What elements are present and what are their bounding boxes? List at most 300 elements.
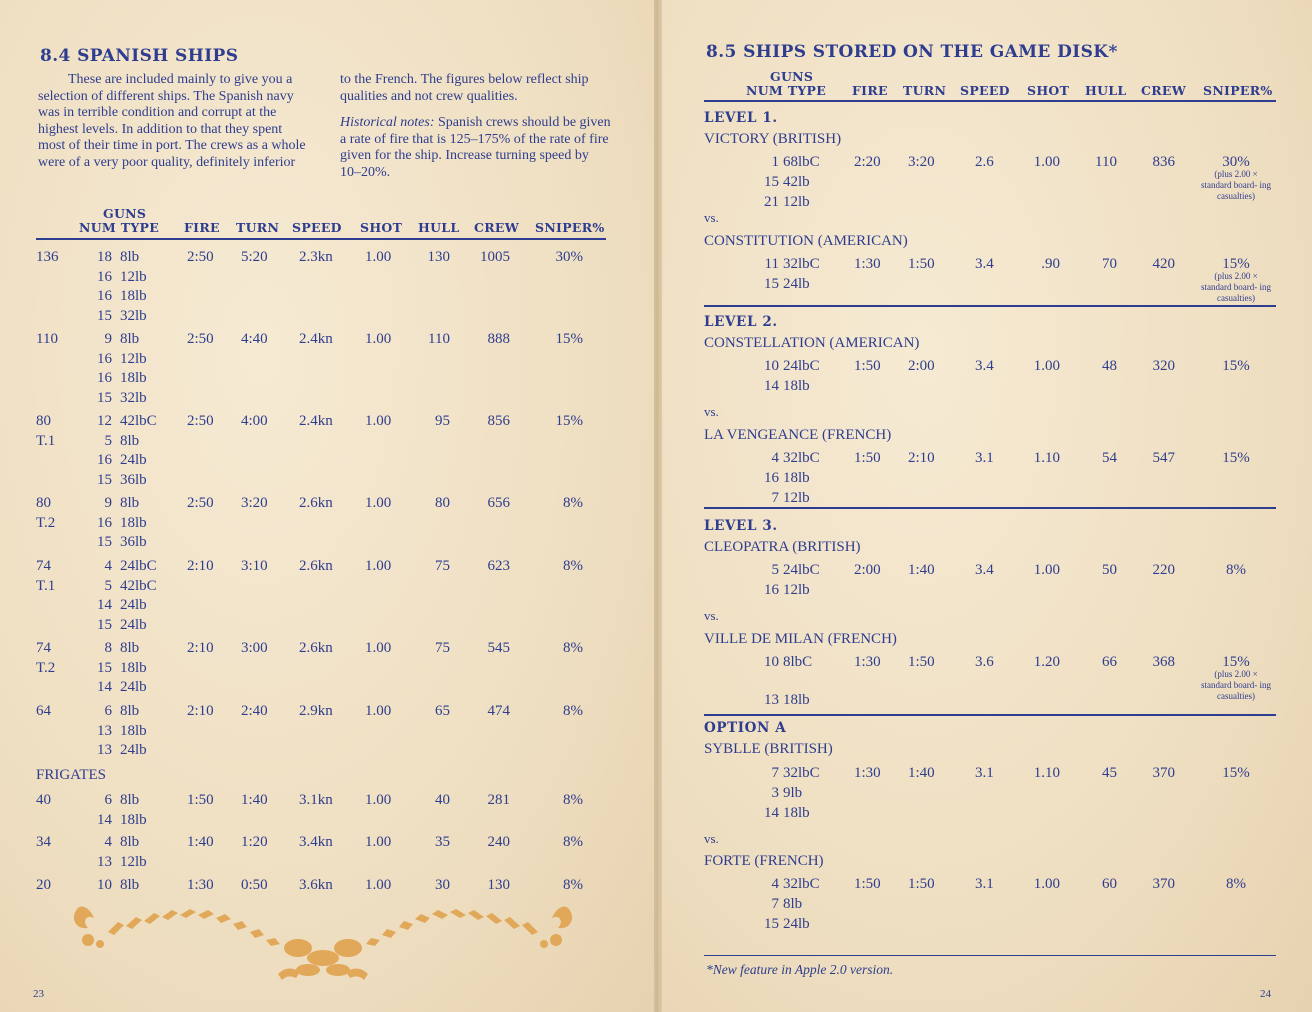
- ship-name: SYBLLE (BRITISH): [704, 741, 833, 757]
- gun-count: 5: [104, 577, 112, 594]
- gun-type: 8lbC: [783, 654, 813, 670]
- header-num-type: NUM TYPE: [746, 83, 827, 98]
- turn-rate: 1:40: [908, 765, 935, 781]
- fire-rate: 2:20: [854, 154, 881, 170]
- gun-count: 15: [97, 616, 112, 633]
- speed: 2.3kn: [299, 249, 333, 265]
- ship-name: 110: [36, 331, 58, 347]
- gun-count: 15: [97, 307, 112, 324]
- gun-type: 24lb: [783, 916, 810, 932]
- gun-count: 5: [104, 432, 112, 449]
- gun-type: 24lb: [120, 452, 147, 468]
- fire-rate: 2:10: [187, 558, 214, 574]
- turn-rate: 2:00: [908, 358, 935, 374]
- crew: 370: [1152, 876, 1175, 892]
- header-speed: SPEED: [960, 83, 1010, 98]
- hull: 110: [428, 331, 450, 347]
- ship-name: 34: [36, 834, 51, 850]
- intro-text: to the French. The figures below reflect ship qualities and not crew qualities.: [340, 72, 589, 104]
- level-label: LEVEL 2.: [704, 314, 778, 330]
- versus-label: vs.: [704, 608, 719, 623]
- speed: 2.6kn: [299, 495, 333, 511]
- gun-type: 32lbC: [783, 256, 820, 272]
- ship-name: 64: [36, 703, 51, 719]
- left-page: [0, 0, 654, 1012]
- shot: 1.00: [365, 495, 392, 511]
- sniper-percent: 15%: [1222, 358, 1250, 374]
- gun-count: 16: [97, 370, 112, 386]
- ship-subtype: T.1: [36, 577, 56, 594]
- gun-type: 18lb: [783, 470, 810, 486]
- sniper-percent: 8%: [563, 703, 583, 719]
- speed: 3.6kn: [299, 877, 333, 893]
- gun-count: 4: [104, 834, 112, 850]
- level-divider: [704, 507, 1276, 509]
- gun-count: 16: [764, 470, 779, 486]
- gun-type: 18lb: [120, 370, 147, 386]
- gun-count: 10: [764, 358, 779, 374]
- gun-count: 15: [764, 174, 779, 190]
- header-num-type: NUM TYPE: [79, 220, 160, 235]
- gun-count: 16: [97, 288, 112, 304]
- speed: 2.4kn: [299, 413, 333, 429]
- historical-notes-label: Historical notes:: [340, 115, 435, 130]
- gun-count: 14: [764, 805, 779, 821]
- speed: 3.1: [975, 876, 994, 892]
- sniper-percent: 8%: [1226, 876, 1246, 892]
- shot: 1.10: [1033, 450, 1060, 466]
- shot: 1.00: [365, 558, 392, 574]
- crew: 240: [487, 834, 510, 850]
- page-number: 23: [33, 988, 44, 1000]
- gun-type: 12lb: [783, 490, 810, 506]
- crew: 281: [487, 792, 510, 808]
- gun-count: 21: [764, 194, 779, 210]
- historical-notes-text: Spanish crews should be given a rate of fire that is 125–175% of the rate of fire given for the ship. Increase turning speed by 10–20%.: [340, 115, 611, 180]
- shot: 1.00: [365, 413, 392, 429]
- gun-type: 24lb: [120, 679, 147, 695]
- gun-type: 8lb: [120, 331, 140, 347]
- ship-name: VICTORY (BRITISH): [704, 131, 842, 147]
- gun-count: 15: [97, 534, 112, 550]
- header-shot: SHOT: [1027, 83, 1070, 98]
- turn-rate: 1:50: [908, 654, 935, 670]
- ship-name: 74: [36, 640, 51, 656]
- gun-type: 12lb: [783, 194, 810, 210]
- gun-type: 8lb: [120, 495, 140, 511]
- fire-rate: 2:50: [187, 249, 214, 265]
- ship-name: 80: [36, 495, 51, 511]
- fire-rate: 2:50: [187, 331, 214, 347]
- speed: 3.4: [975, 358, 994, 374]
- turn-rate: 1:50: [908, 256, 935, 272]
- shot: 1.00: [1033, 358, 1060, 374]
- crew: 888: [487, 331, 510, 347]
- turn-rate: 2:10: [908, 450, 935, 466]
- gun-count: 15: [764, 916, 779, 932]
- gun-count: 4: [771, 450, 779, 466]
- fire-rate: 2:50: [187, 495, 214, 511]
- header-sniper: SNIPER%: [535, 220, 605, 235]
- turn-rate: 4:40: [241, 331, 268, 347]
- header-hull: HULL: [1085, 83, 1127, 98]
- sniper-percent: 30%: [1222, 154, 1250, 170]
- sniper-percent: 15%: [1222, 765, 1250, 781]
- level-divider: [704, 714, 1276, 716]
- ship-name: CONSTELLATION (AMERICAN): [704, 335, 920, 351]
- hull: 50: [1102, 562, 1117, 578]
- gun-type: 8lb: [120, 640, 140, 656]
- gun-type: 42lb: [783, 174, 810, 190]
- hull: 66: [1102, 654, 1117, 670]
- level-label: LEVEL 3.: [704, 518, 778, 534]
- gun-count: 4: [104, 558, 112, 574]
- page-number: 24: [1260, 988, 1271, 1000]
- gun-type: 18lb: [120, 514, 147, 531]
- gun-count: 6: [104, 703, 112, 719]
- fire-rate: 1:50: [854, 450, 881, 466]
- gun-type: 24lb: [783, 276, 810, 292]
- crew: 368: [1152, 654, 1175, 670]
- gun-count: 16: [97, 268, 112, 285]
- fire-rate: 1:30: [854, 256, 881, 272]
- gun-count: 10: [97, 877, 112, 893]
- gun-type: 8lb: [120, 432, 140, 449]
- ship-name: FORTE (FRENCH): [704, 853, 824, 869]
- sniper-note: (plus 2.00 × standard board- ing casualties): [1201, 669, 1271, 701]
- crew: 656: [487, 495, 510, 511]
- gun-count: 10: [764, 654, 779, 670]
- gun-type: 32lb: [120, 307, 147, 324]
- speed: 3.4: [975, 256, 994, 272]
- header-sniper: SNIPER%: [1203, 83, 1273, 98]
- gun-type: 12lb: [120, 853, 147, 870]
- speed: 3.1: [975, 765, 994, 781]
- gun-type: 9lb: [783, 785, 803, 801]
- crew: 220: [1152, 562, 1175, 578]
- gun-count: 7: [771, 490, 779, 506]
- hull: 48: [1102, 358, 1117, 374]
- sniper-note: (plus 2.00 × standard board- ing casualties): [1201, 271, 1271, 303]
- turn-rate: 0:50: [241, 877, 268, 893]
- gun-type: 32lbC: [783, 876, 820, 892]
- gun-count: 14: [97, 811, 112, 828]
- fire-rate: 1:50: [187, 792, 214, 808]
- gun-type: 32lbC: [783, 450, 820, 466]
- gun-type: 32lb: [120, 389, 147, 406]
- ship-subtype: T.2: [36, 514, 56, 531]
- gun-type: 18lb: [783, 378, 810, 394]
- gun-type: 24lb: [120, 616, 147, 633]
- gun-type: 8lb: [120, 703, 140, 719]
- fire-rate: 1:50: [854, 358, 881, 374]
- speed: 3.1: [975, 450, 994, 466]
- versus-label: vs.: [704, 404, 719, 419]
- gun-count: 16: [764, 582, 779, 598]
- ship-subtype: T.2: [36, 659, 56, 676]
- gun-count: 16: [97, 350, 112, 367]
- gun-type: 36lb: [120, 534, 147, 550]
- turn-rate: 1:40: [241, 792, 268, 808]
- shot: 1.10: [1033, 765, 1060, 781]
- speed: 3.6: [975, 654, 994, 670]
- header-crew: CREW: [474, 220, 520, 235]
- gun-type: 18lb: [783, 692, 810, 708]
- hull: 40: [435, 792, 450, 808]
- hull: 35: [435, 834, 450, 850]
- hull: 30: [435, 877, 450, 893]
- speed: 2.4kn: [299, 331, 333, 347]
- gun-count: 15: [97, 471, 112, 488]
- gun-count: 15: [764, 276, 779, 292]
- hull: 60: [1102, 876, 1117, 892]
- versus-label: vs.: [704, 831, 719, 846]
- versus-label: vs.: [704, 210, 719, 225]
- shot: 1.20: [1033, 654, 1060, 670]
- gun-count: 15: [97, 659, 112, 676]
- turn-rate: 1:50: [908, 876, 935, 892]
- gun-count: 4: [771, 876, 779, 892]
- level-divider: [704, 305, 1276, 307]
- shot: 1.00: [1033, 154, 1060, 170]
- gun-count: 13: [97, 722, 112, 739]
- crew: 545: [487, 640, 510, 656]
- gun-type: 24lbC: [783, 358, 820, 374]
- header-turn: TURN: [236, 220, 280, 235]
- header-guns: GUNS: [103, 206, 147, 221]
- speed: 2.9kn: [299, 703, 333, 719]
- ship-name: 40: [36, 792, 51, 808]
- header-hull: HULL: [418, 220, 460, 235]
- footnote: *New feature in Apple 2.0 version.: [706, 962, 894, 977]
- header-speed: SPEED: [292, 220, 342, 235]
- shot: .90: [1041, 256, 1060, 272]
- fire-rate: 2:50: [187, 413, 214, 429]
- crew: 474: [487, 703, 510, 719]
- rope-strands: [108, 909, 538, 980]
- crew: 623: [487, 558, 510, 574]
- fire-rate: 2:10: [187, 640, 214, 656]
- hull: 75: [435, 640, 450, 656]
- hull: 130: [427, 249, 450, 265]
- sniper-percent: 15%: [1222, 450, 1250, 466]
- turn-rate: 2:40: [241, 703, 268, 719]
- ship-subtype: T.1: [36, 432, 56, 449]
- gun-type: 42lbC: [120, 577, 157, 594]
- ship-name: 80: [36, 413, 51, 429]
- fire-rate: 2:10: [187, 703, 214, 719]
- intro-column-1: These are included mainly to give you a selection of different ships. The Spanish navy was in terrible condition and corrupt at the highest levels. In addition to that they spent most of their time in port. The crews as a whole were of a very poor quality, definitely inferior: [38, 72, 306, 170]
- gun-type: 12lb: [783, 582, 810, 598]
- fire-rate: 1:40: [187, 834, 214, 850]
- gun-type: 24lbC: [783, 562, 820, 578]
- fire-rate: 1:30: [854, 654, 881, 670]
- gun-type: 18lb: [783, 805, 810, 821]
- ship-name: CLEOPATRA (BRITISH): [704, 539, 861, 555]
- speed: 3.4: [975, 562, 994, 578]
- hull: 54: [1102, 450, 1117, 466]
- hull: 75: [435, 558, 450, 574]
- header-crew: CREW: [1141, 83, 1187, 98]
- level-label: OPTION A: [704, 720, 787, 736]
- gun-count: 13: [97, 853, 112, 870]
- gun-count: 9: [104, 495, 112, 511]
- fire-rate: 1:50: [854, 876, 881, 892]
- gun-type: 12lb: [120, 268, 147, 285]
- gun-count: 15: [97, 389, 112, 406]
- shot: 1.00: [365, 792, 392, 808]
- turn-rate: 3:20: [908, 154, 935, 170]
- level-label: LEVEL 1.: [704, 110, 778, 126]
- hull: 45: [1102, 765, 1117, 781]
- gun-type: 8lb: [120, 792, 140, 808]
- sniper-note: (plus 2.00 × standard board- ing casualties): [1201, 169, 1271, 201]
- header-rule: [36, 238, 606, 240]
- shot: 1.00: [365, 703, 392, 719]
- gun-count: 14: [97, 597, 112, 613]
- turn-rate: 3:10: [241, 558, 268, 574]
- gun-count: 11: [764, 256, 779, 272]
- header-fire: FIRE: [184, 220, 220, 235]
- shot: 1.00: [365, 834, 392, 850]
- shot: 1.00: [1033, 562, 1060, 578]
- fire-rate: 1:30: [854, 765, 881, 781]
- gun-count: 9: [104, 331, 112, 347]
- gun-type: 24lb: [120, 597, 147, 613]
- turn-rate: 1:40: [908, 562, 935, 578]
- gun-type: 18lb: [120, 659, 147, 676]
- gun-count: 7: [771, 765, 779, 781]
- crew: 836: [1152, 154, 1175, 170]
- speed: 3.4kn: [299, 834, 333, 850]
- speed: 2.6kn: [299, 558, 333, 574]
- gun-count: 7: [771, 896, 779, 912]
- turn-rate: 5:20: [241, 249, 268, 265]
- gun-count: 12: [97, 413, 112, 429]
- ship-name: CONSTITUTION (AMERICAN): [704, 233, 908, 249]
- sniper-percent: 15%: [555, 331, 583, 347]
- header-shot: SHOT: [360, 220, 403, 235]
- gun-type: 42lbC: [120, 413, 157, 429]
- hull: 80: [435, 495, 450, 511]
- rope-end-right-icon: [552, 906, 572, 928]
- gun-type: 24lbC: [120, 558, 157, 574]
- section-title: 8.5 SHIPS STORED ON THE GAME DISK*: [706, 42, 1118, 62]
- shot: 1.00: [365, 640, 392, 656]
- rope-end-left-icon: [74, 906, 94, 928]
- turn-rate: 3:00: [241, 640, 268, 656]
- header-guns: GUNS: [770, 69, 814, 84]
- hull: 70: [1102, 256, 1117, 272]
- shot: 1.00: [365, 249, 392, 265]
- turn-rate: 1:20: [241, 834, 268, 850]
- gun-count: 13: [97, 742, 112, 758]
- sniper-percent: 8%: [563, 495, 583, 511]
- section-title: 8.4 SPANISH SHIPS: [40, 46, 239, 66]
- crew: 370: [1152, 765, 1175, 781]
- crew: 547: [1152, 450, 1175, 466]
- gun-count: 13: [764, 692, 779, 708]
- sniper-percent: 8%: [563, 640, 583, 656]
- intro-column-2: [340, 72, 612, 181]
- right-page: [662, 0, 1312, 1012]
- speed: 3.1kn: [299, 792, 333, 808]
- gun-type: 8lb: [783, 896, 803, 912]
- ship-name: LA VENGEANCE (FRENCH): [704, 427, 892, 443]
- gun-type: 32lbC: [783, 765, 820, 781]
- crew: 130: [487, 877, 510, 893]
- gun-type: 12lb: [120, 350, 147, 367]
- gun-count: 8: [104, 640, 112, 656]
- crew: 420: [1152, 256, 1175, 272]
- gun-type: 8lb: [120, 877, 140, 893]
- fire-rate: 1:30: [187, 877, 214, 893]
- gun-count: 18: [97, 249, 112, 265]
- sniper-percent: 15%: [1222, 256, 1250, 272]
- shot: 1.00: [365, 877, 392, 893]
- hull: 95: [435, 413, 450, 429]
- crew: 856: [487, 413, 510, 429]
- speed: 2.6kn: [299, 640, 333, 656]
- gun-count: 6: [104, 792, 112, 808]
- shot: 1.00: [1033, 876, 1060, 892]
- sniper-percent: 8%: [563, 558, 583, 574]
- turn-rate: 3:20: [241, 495, 268, 511]
- crew: 320: [1152, 358, 1175, 374]
- hull: 110: [1095, 154, 1117, 170]
- speed: 2.6: [975, 154, 994, 170]
- gun-type: 8lb: [120, 249, 140, 265]
- shot: 1.00: [365, 331, 392, 347]
- header-turn: TURN: [903, 83, 947, 98]
- gun-type: 36lb: [120, 471, 147, 488]
- ship-name: VILLE DE MILAN (FRENCH): [704, 631, 897, 647]
- sniper-percent: 8%: [563, 792, 583, 808]
- gun-count: 5: [771, 562, 779, 578]
- sniper-percent: 15%: [1222, 654, 1250, 670]
- ship-name: 20: [36, 877, 51, 893]
- gun-type: 18lb: [120, 722, 147, 739]
- gun-count: 16: [97, 514, 112, 531]
- turn-rate: 4:00: [241, 413, 268, 429]
- gun-count: 16: [97, 452, 112, 468]
- footnote-rule: [704, 955, 1276, 956]
- gun-count: 14: [97, 679, 112, 695]
- fire-rate: 2:00: [854, 562, 881, 578]
- gun-type: 8lb: [120, 834, 140, 850]
- crew: 1005: [480, 249, 510, 265]
- sniper-percent: 8%: [1226, 562, 1246, 578]
- gun-type: 18lb: [120, 811, 147, 828]
- sniper-percent: 8%: [563, 834, 583, 850]
- gun-type: 24lb: [120, 742, 147, 758]
- header-fire: FIRE: [852, 83, 888, 98]
- rope-ornament: [68, 900, 578, 982]
- hull: 65: [435, 703, 450, 719]
- sniper-percent: 15%: [555, 413, 583, 429]
- gun-count: 3: [771, 785, 779, 801]
- frigates-label: FRIGATES: [36, 767, 107, 783]
- sniper-percent: 30%: [555, 249, 583, 265]
- ship-name: 136: [36, 249, 59, 265]
- gun-type: 68lbC: [783, 154, 820, 170]
- gun-type: 18lb: [120, 288, 147, 304]
- header-rule: [704, 100, 1276, 102]
- gun-count: 1: [771, 154, 779, 170]
- ship-name: 74: [36, 558, 51, 574]
- gun-count: 14: [764, 378, 779, 394]
- sniper-percent: 8%: [563, 877, 583, 893]
